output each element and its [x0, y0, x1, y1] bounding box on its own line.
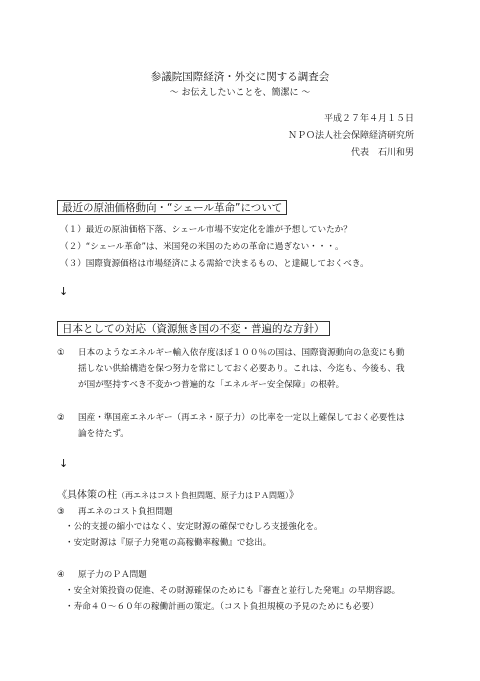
section3-item4-bullet-1: ・安全対策投資の促進、その財源確保のためにも『審査と並行した発電』の早期容認。 — [65, 586, 401, 596]
section1-heading: 最近の原油価格動向・“シェール革命”について — [57, 200, 287, 215]
document-date: 平成２７年４月１５日 — [323, 114, 414, 124]
document-title: 参議院国際経済・外交に関する調査会 — [150, 71, 330, 83]
organization-name: ＮＰＯ法人社会保障経済研究所 — [287, 131, 414, 141]
section2-heading: 日本としての対応（資源無き国の不変・普遍的な方針） — [57, 321, 330, 336]
section2-item2-line-2: 論を待たず。 — [78, 429, 129, 439]
section3-item4-bullet-2: ・寿命４０～６０年の稼働計画の策定。（コスト負担規模の予見のためにも必要） — [65, 602, 379, 612]
down-arrow-icon-2: ↓ — [59, 457, 69, 470]
section3-heading — [57, 490, 299, 503]
item-number-1: ① — [57, 348, 65, 358]
representative-name: 代表 石川和男 — [350, 148, 414, 158]
section1-item-3: （３）国際資源価格は市場経済による需給で決まるもの、と達観しておくべき。 — [60, 259, 369, 269]
section1-item-1: （１）最近の原油価格下落、シェール市場不安定化を誰が予想していたか？ — [60, 225, 352, 235]
section3-item4-title: 原子力のＰＡ問題 — [78, 570, 147, 580]
section2-item1-line-1: 日本のようなエネルギー輸入依存度ほぼ１００％の国は、国際資源動向の急変にも動 — [78, 348, 405, 358]
down-arrow-icon: ↓ — [59, 285, 69, 298]
section1-item-2: （２）“シェール革命”は、米国発の米国のための革命に過ぎない・・・。 — [60, 242, 344, 252]
item-number-2: ② — [57, 413, 65, 423]
document-subtitle: ～ お伝えしたいことを、簡潔に ～ — [169, 88, 311, 98]
section2-item2-line-1: 国産・準国産エネルギー（再エネ・原子力）の比率を一定以上確保しておく必要性は — [78, 413, 405, 423]
section2-item1-line-2: 揺しない供給構造を保つ努力を常にしておく必要あり。これは、今迄も、今後も、我 — [78, 364, 405, 374]
section3-item3-title: 再エネのコスト負担問題 — [78, 507, 173, 517]
item-number-3: ③ — [57, 507, 65, 517]
section2-item1-line-3: が国が堅持すべき不変かつ普遍的な「エネルギー安全保障」の根幹。 — [78, 380, 345, 390]
section3-heading-main: 《具体策の柱 — [57, 490, 117, 501]
item-number-4: ④ — [57, 570, 65, 580]
section3-item3-bullet-1: ・公的支援の縮小ではなく、安定財源の確保でむしろ支援強化を。 — [65, 522, 323, 532]
section3-heading-paren: （再エネはコスト負担問題、原子力はＰＡ問題） — [117, 491, 289, 500]
section3-heading-close: 》 — [289, 490, 299, 501]
section3-item3-bullet-2: ・安定財源は『原子力発電の高稼働率稼働』で捻出。 — [65, 538, 272, 548]
